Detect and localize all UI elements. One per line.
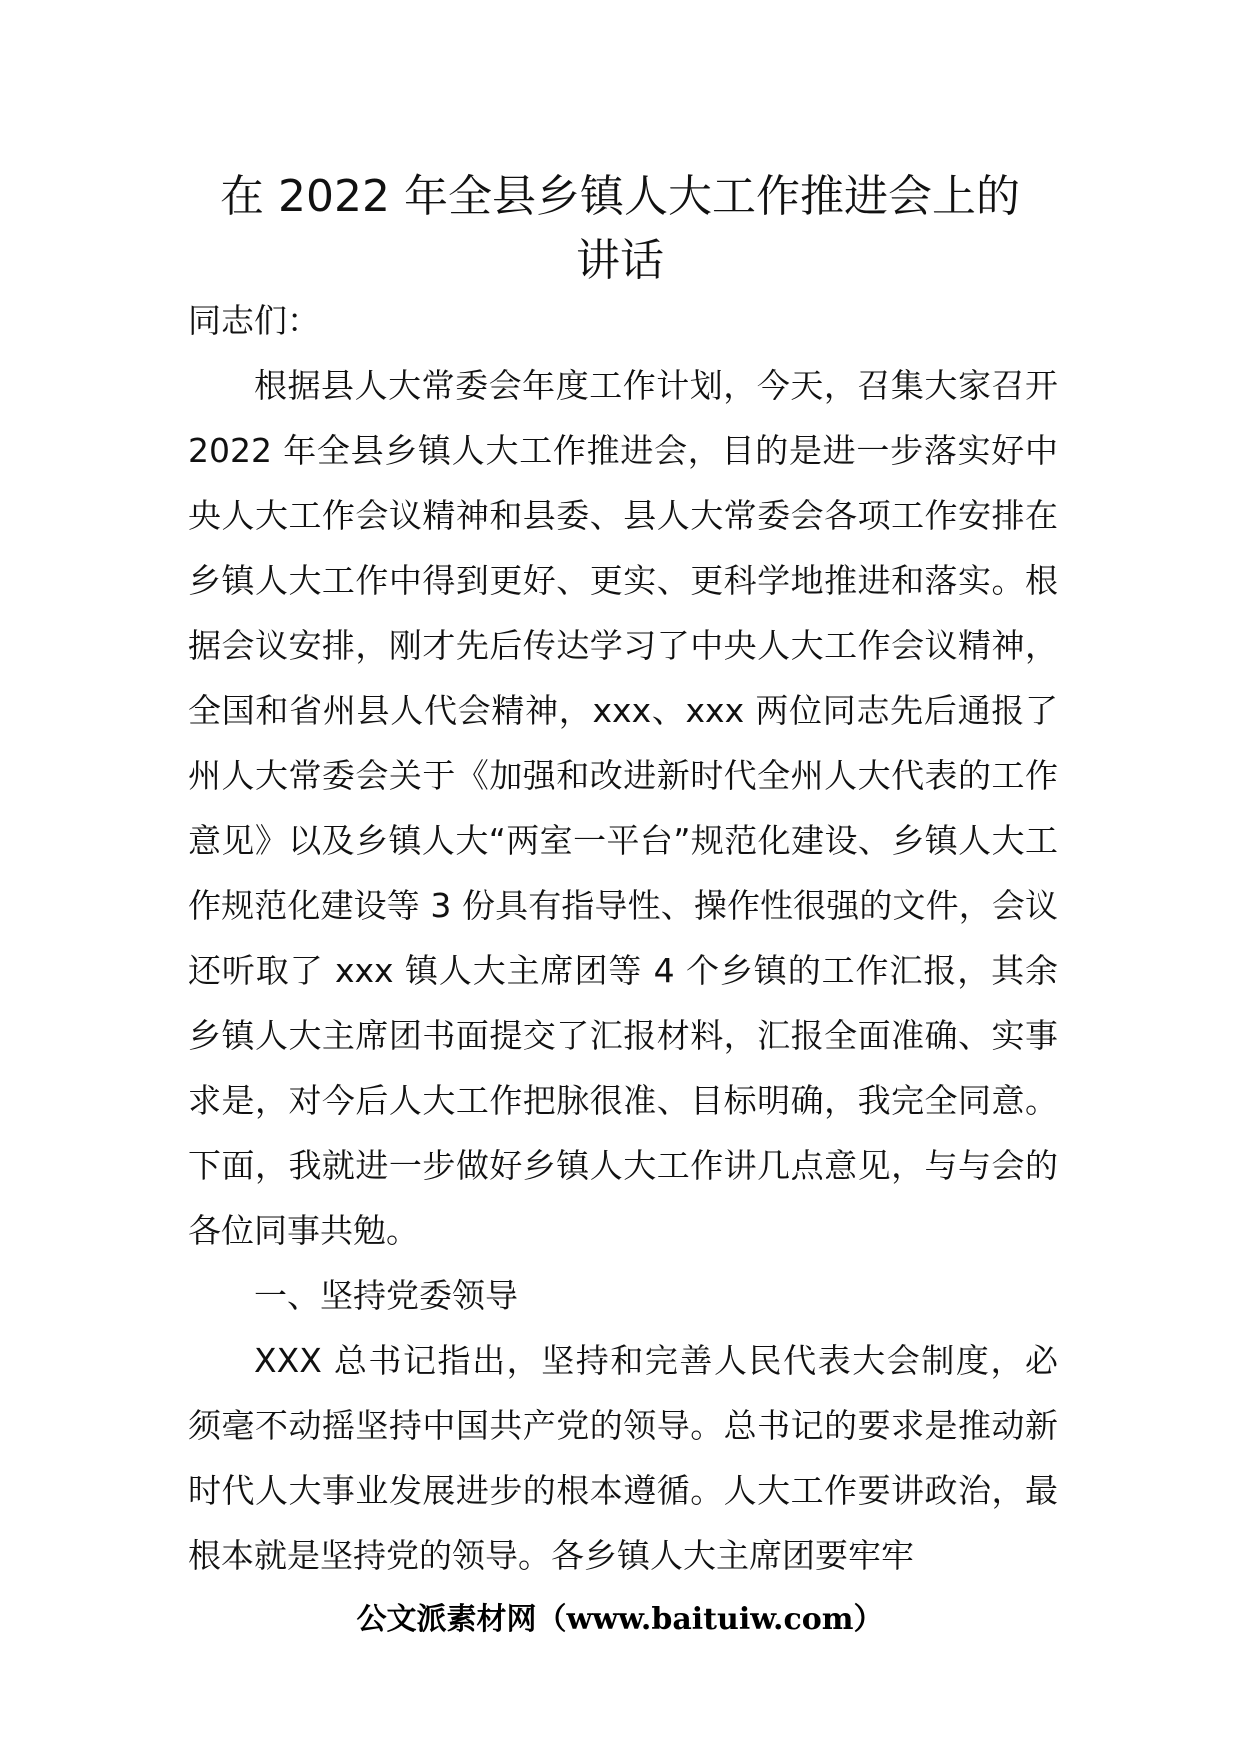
title-line-2: 讲话 — [576, 235, 664, 286]
salutation: 同志们： — [188, 301, 320, 340]
paragraph-2: XXX 总书记指出，坚持和完善人民代表大会制度，必须毫不动摇坚持中国共产党的领导。总书记的要求是推动新时代人大事业发展进步的根本遵循。人大工作要讲政治，最根本就是坚持党的领导。各乡镇人大主席团要牢牢 — [188, 1341, 1058, 1575]
section-heading-1: 一、坚持党委领导 — [254, 1276, 518, 1315]
paragraph-1: 根据县人大常委会年度工作计划，今天，召集大家召开 2022 年全县乡镇人大工作推进会，目的是进一步落实好中央人大工作会议精神和县委、县人大常委会各项工作安排在乡镇人大工作中得到更好、更实、更科学地推进和落实。根据会议安排，刚才先后传达学习了中央人大工作会议精神，全国和省州县人代会精神，xxx、xxx 两位同志先后通报了州人大常委会关于《加强和改进新时代全州人大代表的工作意见》以及乡镇人大“两室一平台”规范化建设、乡镇人大工作规范化建设等 3 份具有指导性、操作性很强的文件，会议还听取了 xxx 镇人大主席团等 4 个乡镇的工作汇报，其余乡镇人大主席团书面提交了汇报材料，汇报全面准确、实事求是，对今后人大工作把脉很准、目标明确，我完全同意。下面，我就进一步做好乡镇人大工作讲几点意见，与与会的各位同事共勉。 — [188, 366, 1058, 1250]
title-line-1: 在 2022 年全县乡镇人大工作推进会上的 — [220, 171, 1020, 222]
document-body — [188, 288, 1058, 1588]
footer-watermark: 公文派素材网（www.baituiw.com） — [356, 1602, 884, 1637]
document-title — [180, 165, 1060, 293]
